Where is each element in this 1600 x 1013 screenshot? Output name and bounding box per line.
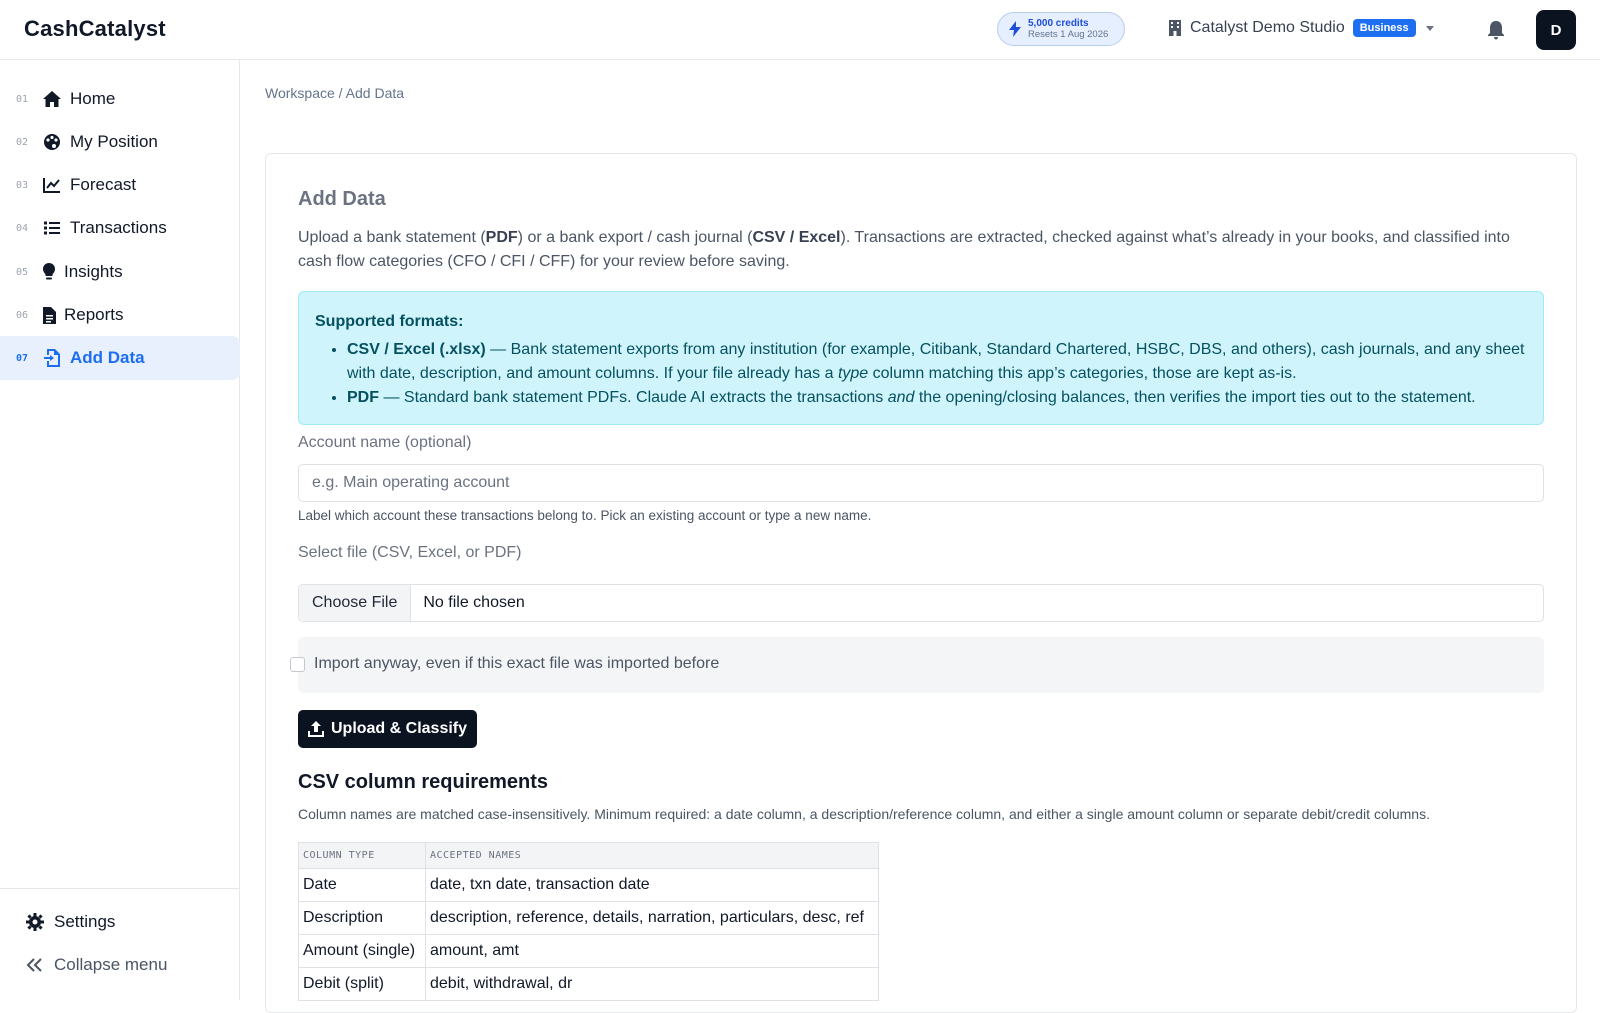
settings-button[interactable] (26, 912, 115, 932)
upload-classify-button[interactable] (298, 710, 477, 748)
chart-line-icon (42, 175, 62, 195)
palette-icon (42, 132, 62, 152)
nav-number: 04 (16, 222, 29, 234)
credits-reset: Resets 1 Aug 2026 (1028, 29, 1109, 40)
nav-number: 06 (16, 309, 29, 321)
import-anyway-label[interactable]: Import anyway, even if this exact file was imported before (314, 655, 720, 672)
credits-amount: 5,000 credits (1028, 18, 1089, 29)
bolt-icon (1008, 21, 1022, 37)
table-row (299, 968, 879, 1001)
collapse-menu-button[interactable] (26, 955, 167, 975)
top-bar (0, 0, 1600, 60)
table-cell: Description (299, 902, 426, 935)
sidebar-item-insights[interactable] (0, 250, 240, 294)
add-data-card (265, 153, 1577, 1013)
nav-number: 05 (16, 266, 29, 278)
table-cell: amount, amt (426, 935, 879, 968)
column-header: ACCEPTED NAMES (426, 843, 879, 869)
alert-title: Supported formats: (315, 313, 464, 330)
upload-classify-label: Upload & Classify (330, 720, 468, 737)
table-cell: Date (299, 869, 426, 902)
table-cell: description, reference, details, narration, particulars, desc, ref (426, 902, 879, 935)
nav-number: 07 (16, 352, 29, 364)
sidebar-item-my-position[interactable] (0, 120, 240, 164)
choose-file-button[interactable]: Choose File (299, 585, 411, 621)
sidebar-item-label: Reports (64, 305, 124, 324)
table-row (299, 902, 879, 935)
brand-logo[interactable]: CashCatalyst (24, 16, 166, 41)
file-import-icon (42, 348, 62, 368)
sidebar-item-reports[interactable] (0, 293, 240, 337)
credits-pill[interactable] (997, 12, 1125, 46)
file-icon (42, 305, 56, 325)
double-chevron-left-icon (26, 956, 44, 974)
table-header-row (299, 843, 879, 869)
column-header: COLUMN TYPE (299, 843, 426, 869)
gear-icon (26, 913, 44, 931)
sidebar-item-home[interactable] (0, 77, 240, 121)
org-name: Catalyst Demo Studio (1190, 19, 1345, 36)
format-csv: • CSV / Excel (.xlsx) — Bank statement exports from any institution (for example, Citibank, Standard Chartered, HSBC, DBS, and others), cash journals, and any sheet with date, description, and amount columns. If your file already has a type column matching this app’s categories, those are kept as-is. (347, 338, 1527, 386)
sidebar-item-label: Insights (64, 262, 123, 281)
bell-icon[interactable] (1487, 20, 1505, 40)
table-cell: date, txn date, transaction date (426, 869, 879, 902)
csv-requirements-title: CSV column requirements (298, 771, 549, 793)
csv-columns-table (298, 842, 879, 1001)
intro-text: Upload a bank statement (PDF) or a bank export / cash journal (CSV / Excel). Transactions are extracted, checked against what’s already in your books, and classified into cash flow categories (CFO / CFI / CFF) for your review before saving. (298, 229, 1510, 270)
settings-label: Settings (54, 912, 116, 931)
csv-requirements-desc: Column names are matched case-insensitively. Minimum required: a date column, a description/reference column, and either a single amount column or separate debit/credit columns. (298, 806, 1430, 822)
import-anyway-checkbox[interactable] (290, 657, 305, 672)
account-name-input[interactable]: e.g. Main operating account (298, 464, 1544, 502)
sidebar-item-forecast[interactable] (0, 163, 240, 207)
user-avatar[interactable]: D (1536, 10, 1576, 50)
sidebar (0, 60, 240, 1000)
chevron-down-icon (1426, 26, 1434, 31)
formats-list (315, 338, 1527, 410)
sidebar-item-label: My Position (70, 132, 158, 151)
nav-number: 02 (16, 136, 29, 148)
org-switcher[interactable] (1168, 19, 1434, 37)
sidebar-item-add-data[interactable] (0, 336, 240, 380)
format-pdf: • PDF — Standard bank statement PDFs. Claude AI extracts the transactions and the opening/closing balances, then verifies the import ties out to the statement. (347, 386, 1527, 410)
table-row (299, 935, 879, 968)
supported-formats-alert (298, 291, 1544, 425)
building-icon (1168, 20, 1182, 36)
sidebar-item-label: Forecast (70, 175, 137, 194)
file-input[interactable] (298, 584, 1544, 622)
table-cell: Amount (single) (299, 935, 426, 968)
account-name-label: Account name (optional) (298, 434, 472, 451)
list-icon (42, 218, 62, 238)
import-anyway-row (298, 637, 1544, 693)
page-title: Add Data (298, 188, 386, 210)
nav-number: 01 (16, 93, 29, 105)
table-cell: Debit (split) (299, 968, 426, 1001)
upload-icon (308, 721, 324, 737)
home-icon (42, 89, 62, 109)
sidebar-footer (0, 888, 239, 889)
table-cell: debit, withdrawal, dr (426, 968, 879, 1001)
table-row (299, 869, 879, 902)
sidebar-item-label: Add Data (70, 348, 145, 367)
file-status: No file chosen (423, 594, 525, 611)
sidebar-item-label: Transactions (70, 218, 167, 237)
sidebar-item-label: Home (70, 89, 116, 108)
file-label: Select file (CSV, Excel, or PDF) (298, 544, 522, 561)
plan-badge: Business (1353, 19, 1416, 37)
sidebar-item-transactions[interactable] (0, 206, 240, 250)
collapse-label: Collapse menu (54, 955, 168, 974)
nav-number: 03 (16, 179, 29, 191)
credits-text (1028, 18, 1108, 40)
account-name-help: Label which account these transactions belong to. Pick an existing account or type a new name. (298, 508, 872, 523)
lightbulb-icon (42, 262, 56, 282)
breadcrumb[interactable]: Workspace / Add Data (265, 85, 405, 101)
